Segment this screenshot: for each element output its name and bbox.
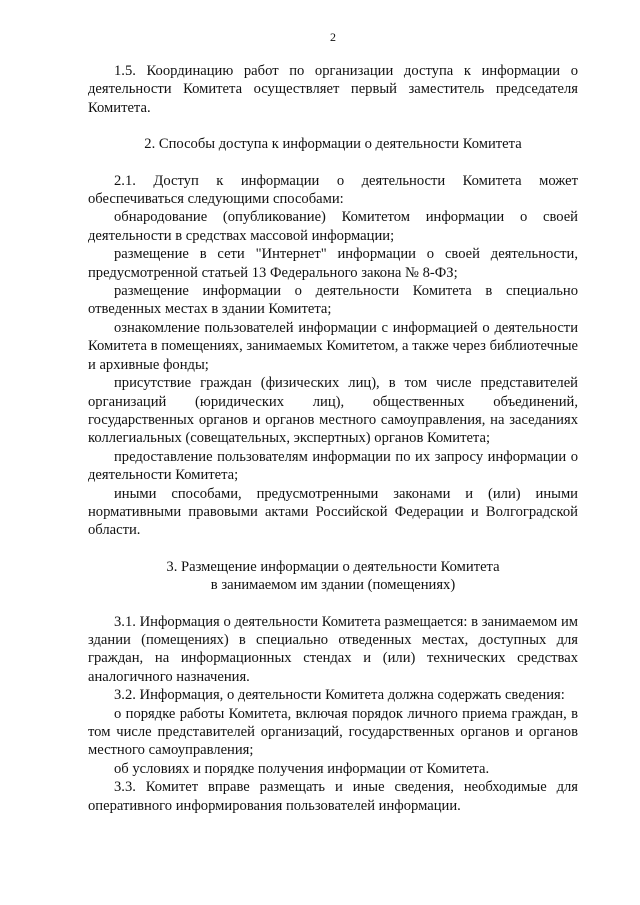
section-3-heading-line-1: 3. Размещение информации о деятельности Комитета <box>166 558 500 575</box>
list-item-familiarization: ознакомление пользователей информации с информацией о деятельности Комитета в помещениях, занимаемых Комитетом, а также через библиотечные и архивные фонды; <box>88 319 578 373</box>
list-item-premises: размещение информации о деятельности Комитета в специально отведенных местах в здании Комитета; <box>88 283 578 318</box>
paragraph-3-2: 3.2. Информация, о деятельности Комитета должна содержать сведения: <box>114 687 565 704</box>
page-number: 2 <box>330 30 336 44</box>
document-page <box>88 30 578 815</box>
paragraph-1-5: 1.5. Координацию работ по организации доступа к информации о деятельности Комитета осуществляет первый заместитель председателя Комитета. <box>88 63 578 116</box>
list-item-work-order: о порядке работы Комитета, включая порядок личного приема граждан, в том числе представителей организаций, государственных органов и органов местного самоуправления; <box>88 705 578 759</box>
list-item-internet: размещение в сети "Интернет" информации о своей деятельности, предусмотренной статьей 13 Федерального закона № 8-ФЗ; <box>88 246 578 281</box>
paragraph-2-1: 2.1. Доступ к информации о деятельности Комитета может обеспечиваться следующими способами: <box>88 172 578 208</box>
list-item-publication: обнародование (опубликование) Комитетом информации о своей деятельности в средствах массовой информации; <box>88 209 578 244</box>
section-2-heading: 2. Способы доступа к информации о деятельности Комитета <box>144 136 522 153</box>
list-item-conditions: об условиях и порядке получения информации от Комитета. <box>114 760 490 777</box>
list-item-other-ways: иными способами, предусмотренными законами и (или) иными нормативными правовыми актами Российской Федерации и Волгоградской области. <box>88 485 578 539</box>
paragraph-3-3: 3.3. Комитет вправе размещать и иные сведения, необходимые для оперативного информирования пользователей информации. <box>88 779 578 814</box>
paragraph-3-1: 3.1. Информация о деятельности Комитета размещается: в занимаемом им здании (помещениях) в специально отведенных местах, доступных для граждан, на информационных стендах и (или) технических средствах аналогичного назначения. <box>88 613 578 685</box>
list-item-attendance: присутствие граждан (физических лиц), в том числе представителей организаций (юридических лиц), общественных объединений, государственных органов и органов местного самоуправления, на заседаниях коллегиальных (совещательных, экспертных) органов Комитета; <box>88 375 578 447</box>
list-item-request: предоставление пользователям информации по их запросу информации о деятельности Комитета; <box>88 448 578 484</box>
section-3-heading-line-2: в занимаемом им здании (помещениях) <box>210 577 456 594</box>
section-3-heading <box>88 558 578 595</box>
